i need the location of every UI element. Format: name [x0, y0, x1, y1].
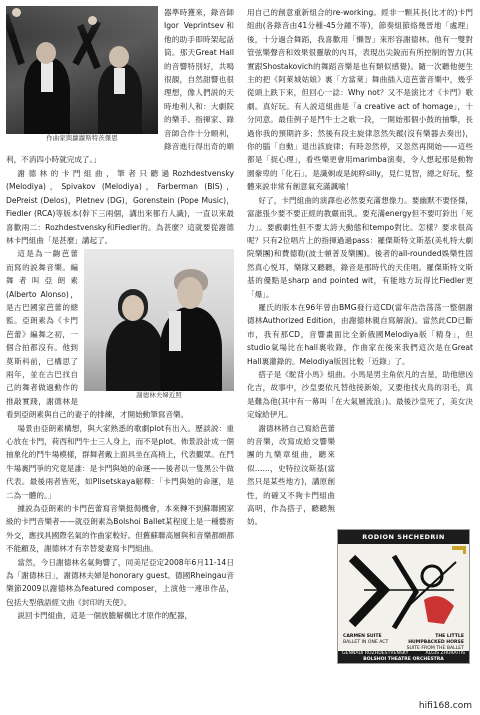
- paragraph: 器準時獲來，錄音師Igor Veprintsev和他的助手即時架起話筒。那天Great Hall的音響特別好，共鳴很靚，自然甜響也很理想，像人們説的天時地利人和：大劇院的樂手、指揮家、錄音師合作十分順利，錄音進行得出奇的順利，不消四小時就完成了。」: [6, 8, 234, 165]
- watermark: hifi168.com: [418, 701, 472, 711]
- paragraph: 用自己的創意重新組合的re-working。經非一顆其長(比才的)卡門組曲(各錄音由41分種-45分鐘不等)，節奏組節絡幾晉地「處理」後，十分過合舞蹈，我喜歡用「懶智」來形容謝德林。他有一雙對管弦樂聲音和效果很靈敏的內耳，表現出尖銳而有所控制的智力(其實跟Shostakovich的舞蹈音樂是也有類似感覺)。隨一次聽他便生主的把《阿萊城姑娘》裏「方當萊」舞曲插入這芭蕾音樂中，幾乎從頭上跌下來，但回心一諗：Why not？又不是演比才《卡門》歌劇。真好玩。有人説這組曲是「a creative act of homage」，十分同意。最佳例子是鬥牛士之歌一段，一開始那個小鼓的抽擊，長過你我的預期許多；然後有段主旋律忽然失蹤(沒有樂器去奏出)，你的腦「自動」退出該旋律；有時忽然停，又忽然再開始——這些都是「捉心理」，看些樂更會用marimba演奏，令人想起那是動物園豢卑的「化石」，是識剃或是純粹silly，見仁見智，總之好玩，整體來説非常有創意氣充滿諷喻！: [247, 8, 473, 192]
- paragraph: 謝德林的卡門組曲，筆者只聽過Rozhdestvensky (Melodiya)，Spivakov (Melodiya)，Farberman (BIS)，DePreist (Delos)，Pletnev (DG)，Gorenstein (Pope Music)，Fiedler (RCA)等版本(幹下三兩個，講出來都冇人識)，一直以來最喜歡兩二：Rozhdestvensky和Fiedler的。為甚麼？這就要從謝德林卡門組曲「是甚麼」講起了。: [6, 168, 234, 245]
- right-text-column: [247, 6, 473, 529]
- paragraph: 據説為亞朗素的卡門芭蕾寫音樂挺侷機會，本來轉不到蘇聯國家級的卡門音樂者——就亞朗素為Bolshoi Ballet某程度上是一種藝術外交，應找具國際名氣的作曲家較好。但舊蘇聯高層與和音樂都頗都不能顧及，謝德林才有幸替愛妻寫卡門組曲。: [6, 504, 234, 554]
- paragraph: 搭子是《駝背小馬》組曲。小馬是男主角依凡的吉星，助他戀凶化吉，故事中，沙皇要依凡替他接新娘，又要他找火鳥的羽毛，真是難為他(其中有一幕叫「在大氣層流浪」)。最後沙皇死了，美女決定嫁給伊凡。: [247, 369, 473, 420]
- paragraph: 謝德林將自己寫給芭蕾的音樂，改寫成給交響樂團的九樂章組曲，聽來似……，史特拉汶斯基(當然只是某些地方)，講原創性，的確又不夠卡門組曲高明，作為搭子，聽聽無妨。: [247, 423, 335, 527]
- paragraph: 這是為一齣芭蕾而寫的説舞音樂。編舞者叫亞朗素(Alberto Alonso)，是古巴國家芭蕾的總監。亞朗素為《卡門芭蕾》編舞之初，一個合拍都沒有。他到莫斯科前，已構思了兩年，並在古巴找自己的舞者做過動作的推敲實踐，謝德林是看到亞朗素與自己的妻子的排練，才開始動筆寫音樂。: [6, 249, 189, 420]
- cd-conductor-right: ALGIS ZHURAITIS: [425, 651, 465, 656]
- paragraph: 場景由亞朗素構想，與大家熟悉的歌劇plot有出入。歷談説：重心放在卡門，荷西和門牛士三人身上，而不是plot。佈景設計成一個抽象化的鬥牛場模樣，群舞者戴上面具坐在高椅上，代表觀眾。在鬥牛場裏鬥爭的究竟是誰：是卡門與她的命運——後者以一隻黑公牛做代表。最後兩者皆死，如Plisetskaya解釋：「卡門與她的命運，是二為一體的。」: [6, 423, 234, 500]
- figure1-caption: 作曲家與蘿蘿斯特茨傑恩: [46, 134, 118, 142]
- conductor-photo: [6, 6, 158, 134]
- figure2-caption: 謝德林夫婦近照: [136, 391, 182, 400]
- cd-subtitle-right: SUITE FROM THE BALLET: [406, 646, 464, 651]
- cd-composer-label: RODION SHCHEDRIN: [338, 530, 469, 544]
- paragraph: 説回卡門組曲，這是一個放膽解構比才原作的配器，: [17, 611, 193, 621]
- paragraph: 好了，卡門組曲的演譯也必然要充滿想像力。要幽默不要怪傑，富諧張少要不要正經的教嚴而乳。要充滿energy但不要叮鈴出「死力」。要戲劇性但不要太誇大動態和tempo對比。怎樣？要求很高呢？只有2位唱片上的指揮過過pass：羅傑斯特文斯基(美札特大劇院樂團)和費德勒(波士頓普及樂團)。後者的all-rounded娛樂性固然真心悦耳，樂隊又聽聽，錄音是那時代的天佳唱。羅傑斯特文斯基的優點是sharp and pointed wit，有能地方玩得比Fiedler更「爆」。: [247, 195, 473, 299]
- left-text-column: [6, 6, 234, 623]
- paragraph: 羅氏的版本在96年曾由BMG發行這CD(當年浩浩荡荡一整個謝德林Authorized Edition，由謝德林親自寫解說)。當然此CD已斷市，我有那CD，音響畫面比全新俄國Melodiya版「精身」，但studio氣場比在hall裏收錄，作曲家在後來我們這次是在Great Hall裏灌錄的。Melodiya版因比較「近錄」了。: [247, 302, 473, 366]
- cd-credits: [338, 651, 469, 663]
- cd-title-left: CARMEN SUITE: [343, 634, 382, 639]
- cd-artwork: [344, 550, 463, 632]
- cd-title-right: THE LITTLE HUMPBACKED HORSE: [408, 634, 464, 645]
- cd-cover-image: [337, 529, 470, 664]
- figure-couple-photo: [84, 249, 234, 400]
- cd-subtitle-left: BALLET IN ONE ACT: [343, 640, 389, 645]
- cd-conductor-left: GENNADI ROZHDESTVENSKY: [342, 651, 409, 656]
- paragraph: 當然，今日謝德林名氣夠響了，同美尼亞定2008年6月11-14日為「謝德林日」，謝德林夫婦是honorary guest。德國Rheingau音樂節2009以謝德林為featured composer，上演他一連串作品，包括大型俄語經文曲《封印的天使》。: [6, 557, 234, 607]
- figure-conductor-photo: [6, 6, 158, 143]
- couple-photo: [84, 249, 234, 391]
- cd-orchestra: BOLSHOI THEATRE ORCHESTRA: [363, 657, 444, 662]
